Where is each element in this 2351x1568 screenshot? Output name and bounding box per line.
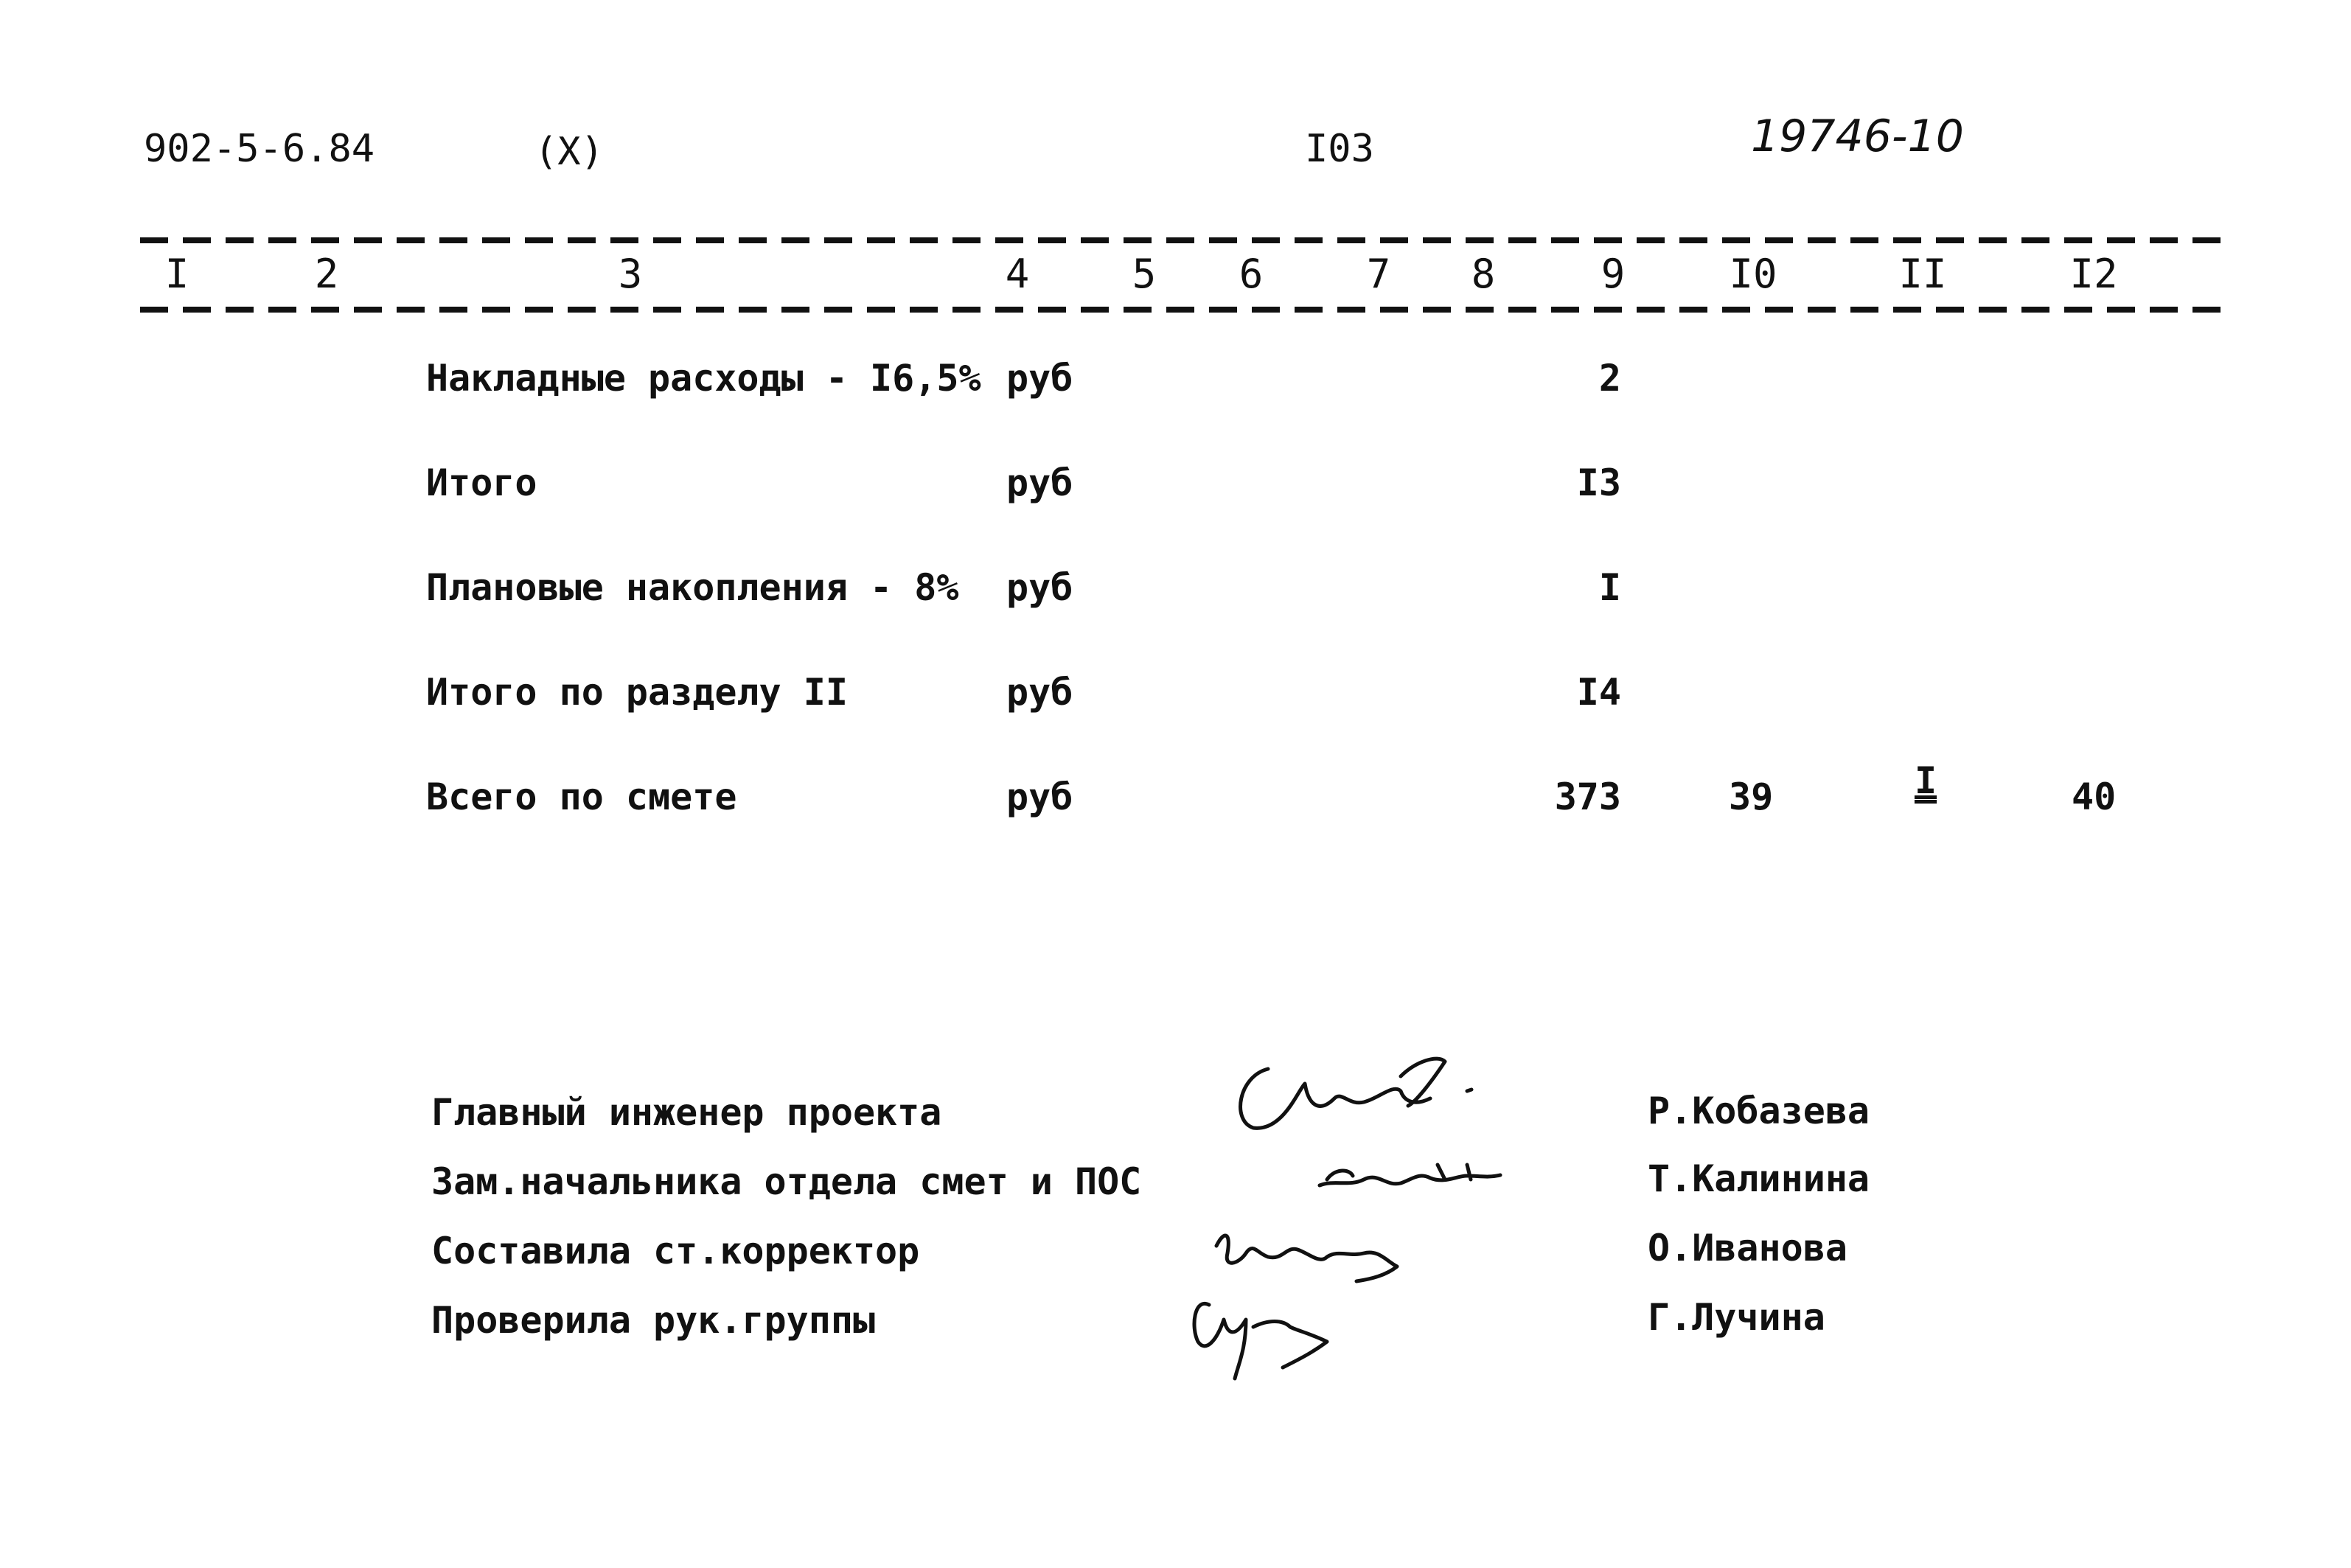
row-unit: руб: [1006, 671, 1073, 714]
row-col9: I4: [1576, 671, 1621, 714]
signature-name: Т.Калинина: [1648, 1157, 1870, 1200]
row-col9: I: [1598, 566, 1621, 609]
signature-role: Зам.начальника отдела смет и ПОС: [431, 1160, 1142, 1203]
row-col9: 2: [1598, 357, 1621, 400]
row-label: Всего по смете: [426, 776, 737, 818]
row-col9: I3: [1576, 461, 1621, 504]
signature-role: Составила ст.корректор: [431, 1230, 920, 1272]
signature-scribble-1: [1241, 1059, 1471, 1128]
page-number: I03: [1305, 127, 1374, 171]
signature-role: Главный инженер проекта: [431, 1091, 942, 1134]
signature-scribble-2: [1320, 1165, 1500, 1185]
signature-scribble-3: [1216, 1236, 1397, 1281]
row-unit: руб: [1006, 461, 1073, 504]
handwritten-number: 19746-10: [1751, 111, 1964, 162]
row-unit: руб: [1006, 776, 1073, 818]
document-code: 902-5-6.84: [144, 127, 375, 171]
row-col9: 373: [1554, 776, 1621, 818]
row-label: Итого: [426, 461, 537, 504]
signature-name: О.Иванова: [1648, 1227, 1847, 1269]
row-col10: 39: [1729, 776, 1774, 818]
section-mark: (X): [534, 130, 604, 174]
signature-name: Г.Лучина: [1648, 1296, 1825, 1339]
row-label: Итого по разделу II: [426, 671, 848, 714]
row-unit: руб: [1006, 566, 1073, 609]
signature-role: Проверила рук.группы: [431, 1299, 876, 1342]
row-label: Плановые накопления - 8%: [426, 566, 959, 609]
row-unit: руб: [1006, 357, 1073, 400]
row-col12: 40: [2072, 776, 2117, 818]
signature-scribble-4: [1194, 1303, 1327, 1379]
signature-name: Р.Кобазева: [1648, 1090, 1870, 1132]
row-label: Накладные расходы - I6,5%: [426, 357, 981, 400]
